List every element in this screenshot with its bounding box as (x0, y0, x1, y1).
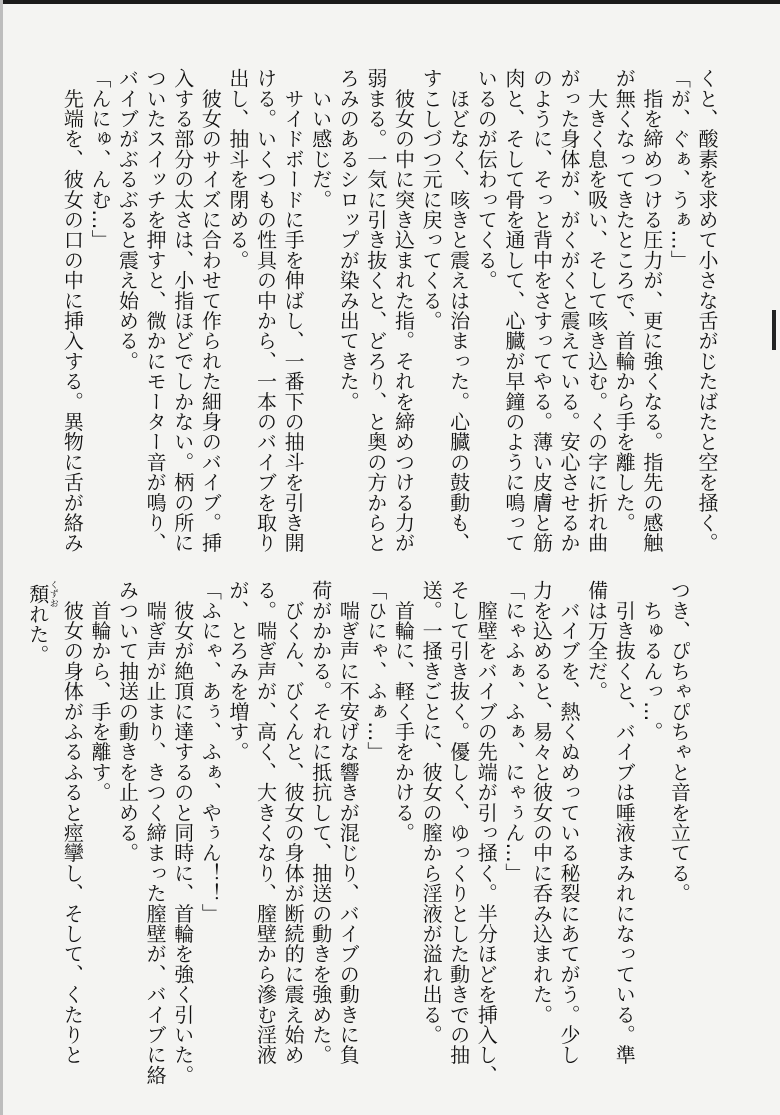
text-column: くと、酸素を求めて小さな舌がじたばたと空を掻く。 (695, 68, 719, 553)
text-column: 喘ぎ声に不安げな響きが混じり、バイブの動きに負 (336, 580, 361, 1065)
text-column: バイブがぶるぶると震え始める。 (115, 68, 140, 371)
text-column: 「ひにゃ、ふぁ…」 (363, 580, 388, 762)
text-column: いるのが伝わってくる。 (474, 68, 499, 291)
text-column: 肉と、そして骨を通して、心臓が早鐘のように鳴って (501, 68, 526, 553)
kanji: 頽 (25, 580, 50, 608)
text-column: る。喘ぎ声が、高く、大きくなり、膣壁から滲む淫液 (253, 580, 278, 1065)
text-column: 「にゃふぁ、ふぁ、にゃぅん…」 (501, 580, 526, 883)
scan-left-edge (0, 0, 3, 1115)
text-column: が、とろみを増す。 (225, 580, 250, 762)
text-column: 引き抜くと、バイブは唾液まみれになっている。準 (612, 580, 637, 1065)
text-column: 指を締めつける圧力が、更に強くなる。指先の感触 (639, 68, 664, 553)
text-column: 備は万全だ。 (584, 580, 609, 702)
scan-top-edge (0, 0, 780, 4)
scan-right-mark (772, 310, 776, 350)
text-column: 「んにゅ、んむ…」 (87, 68, 112, 250)
text-column: 「が、ぐぁ、うぁ…」 (667, 68, 692, 270)
text-column: 入する部分の太さは、小指ほどでしかない。柄の所に (170, 68, 195, 553)
text-column: みついて抽送の動きを止める。 (115, 580, 140, 863)
text-column: ほどなく、咳きと震えは治まった。心臓の鼓動も、 (446, 68, 471, 553)
text-column-last (23, 580, 58, 1040)
text-column: いい感じだ。 (308, 68, 333, 210)
text-column: 荷がかかる。それに抵抗して、抽送の動きを強めた。 (308, 580, 333, 1065)
text-column: サイドボードに手を伸ばし、一番下の抽斗を引き開 (281, 68, 306, 553)
text-rest: れた。 (25, 603, 50, 665)
text-column: ついたスイッチを押すと、微かにモーター音が鳴り、 (143, 68, 168, 553)
text-column: 膣壁をバイブの先端が引っ掻く。半分ほどを挿入し、 (474, 580, 499, 1085)
text-column: 喘ぎ声が止まり、きつく締まった膣壁が、バイブに絡 (143, 580, 168, 1085)
text-block-bottom (23, 580, 720, 1085)
text-block-top (58, 68, 720, 553)
text-column: 首輪から、手を離す。 (87, 580, 112, 803)
text-column: びくん、びくんと、彼女の身体が断続的に震え始め (281, 580, 306, 1065)
text-column: 弱まる。一気に引き抜くと、どろり、と奥の方からと (363, 68, 388, 553)
text-column: 先端を、彼女の口の中に挿入する。異物に舌が絡み (60, 68, 85, 553)
text-column: 大きく息を吸い、そして咳き込む。くの字に折れ曲 (584, 68, 609, 553)
text-column: のように、そっと背中をさすってやる。薄い皮膚と筋 (529, 68, 554, 553)
text-column: ける。いくつもの性具の中から、一本のバイブを取り (253, 68, 278, 553)
text-column: そして引き抜く。優しく、ゆっくりとした動きでの抽 (446, 580, 471, 1065)
text-column: バイブを、熱くぬめっている秘裂にあてがう。少し (557, 580, 582, 1065)
text-column: がった身体が、がくがくと震えている。安心させるか (557, 68, 582, 553)
text-column: ろみのあるシロップが染み出てきた。 (336, 68, 361, 412)
text-column: 彼女の身体がふるふると痙攣し、そして、くたりと (60, 580, 85, 1065)
text-column: ちゅるんっ…。 (639, 580, 664, 742)
ruby-reading: くずお (47, 580, 58, 608)
text-column: 彼女が絶頂に達するのと同時に、首輪を強く引いた。 (170, 580, 195, 1085)
text-column: 彼女のサイズに合わせて作られた細身のバイブ。挿 (198, 68, 223, 553)
text-column: 送。一掻きごとに、彼女の膣から淫液が溢れ出る。 (419, 580, 444, 1045)
ruby-word (25, 580, 58, 608)
text-column: が無くなってきたところで、首輪から手を離した。 (612, 68, 637, 533)
text-column: つき、ぴちゃぴちゃと音を立てる。 (667, 580, 692, 904)
text-column: 彼女の中に突き込まれた指。それを締めつける力が (391, 68, 416, 553)
text-column: 首輪に、軽く手をかける。 (391, 580, 416, 843)
text-column: 「ふにゃ、あぅ、ふぁ、やぅん！！」 (198, 580, 223, 924)
text-column: すこしづつ元に戻ってくる。 (419, 68, 444, 331)
text-column: 力を込めると、易々と彼女の中に呑み込まれた。 (529, 580, 554, 1025)
text-column: 出し、抽斗を閉める。 (225, 68, 250, 270)
